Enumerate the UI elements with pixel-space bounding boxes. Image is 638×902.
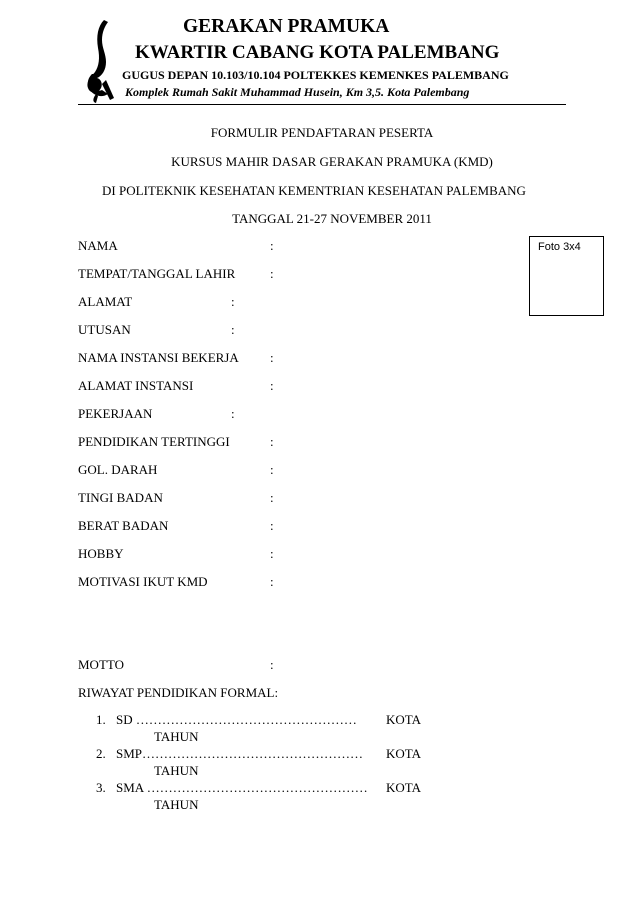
field-label-hobby: HOBBY: [78, 546, 124, 561]
education-item-city: KOTA: [386, 780, 422, 795]
field-colon: :: [270, 350, 274, 365]
field-label-gol-darah: GOL. DARAH: [78, 462, 158, 477]
education-item-city: KOTA: [386, 746, 422, 761]
education-heading: RIWAYAT PENDIDIKAN FORMAL:: [78, 685, 279, 700]
education-item-year: TAHUN: [154, 729, 199, 744]
field-label-motto: MOTTO: [78, 657, 124, 672]
field-label-alamat: ALAMAT: [78, 294, 133, 309]
pramuka-logo-icon: [80, 18, 120, 104]
education-item-level: SMA ……………………………………………: [116, 780, 368, 795]
institution-title: DI POLITEKNIK KESEHATAN KEMENTRIAN KESEHATAN PALEMBANG: [102, 183, 526, 198]
photo-box: [529, 236, 604, 316]
field-label-pendidikan-tertinggi: PENDIDIKAN TERTINGGI: [78, 434, 230, 449]
field-colon: :: [270, 238, 274, 253]
field-label-utusan: UTUSAN: [78, 322, 131, 337]
field-label-nama-instansi: NAMA INSTANSI BEKERJA: [78, 350, 239, 365]
education-item-level: SD ……………………………………………: [116, 712, 357, 727]
field-label-motivasi: MOTIVASI IKUT KMD: [78, 574, 208, 589]
education-item-level: SMP……………………………………………: [116, 746, 364, 761]
letterhead-line-3: GUGUS DEPAN 10.103/10.104 POLTEKKES KEMENKES PALEMBANG: [122, 68, 509, 82]
education-item-year: TAHUN: [154, 763, 199, 778]
photo-label: Foto 3x4: [538, 241, 581, 253]
field-colon: :: [231, 406, 235, 421]
field-label-tinggi-badan: TINGI BADAN: [78, 490, 163, 505]
field-colon: :: [270, 574, 274, 589]
field-colon: :: [270, 266, 274, 281]
field-colon: :: [270, 462, 274, 477]
education-item-year: TAHUN: [154, 797, 199, 812]
field-colon: :: [270, 518, 274, 533]
field-colon: :: [270, 657, 274, 672]
field-colon: :: [231, 322, 235, 337]
field-label-nama: NAMA: [78, 238, 118, 253]
field-colon: :: [270, 378, 274, 393]
letterhead-line-2: KWARTIR CABANG KOTA PALEMBANG: [135, 42, 500, 63]
field-label-alamat-instansi: ALAMAT INSTANSI: [78, 378, 194, 393]
field-label-tempat-tanggal-lahir: TEMPAT/TANGGAL LAHIR: [78, 266, 236, 281]
education-item-number: 1.: [96, 712, 106, 727]
field-colon: :: [231, 294, 235, 309]
education-item-city: KOTA: [386, 712, 422, 727]
date-line: TANGGAL 21-27 NOVEMBER 2011: [232, 211, 432, 226]
field-colon: :: [270, 546, 274, 561]
letterhead-line-4: Komplek Rumah Sakit Muhammad Husein, Km 3,5. Kota Palembang: [125, 85, 470, 99]
letterhead-line-1: GERAKAN PRAMUKA: [183, 16, 390, 37]
course-title: KURSUS MAHIR DASAR GERAKAN PRAMUKA (KMD): [171, 154, 493, 169]
education-item-number: 3.: [96, 780, 106, 795]
form-title: FORMULIR PENDAFTARAN PESERTA: [210, 125, 434, 140]
field-label-pekerjaan: PEKERJAAN: [78, 406, 153, 421]
education-item-number: 2.: [96, 746, 106, 761]
field-colon: :: [270, 434, 274, 449]
field-colon: :: [270, 490, 274, 505]
letterhead-divider: [78, 104, 566, 105]
field-label-berat-badan: BERAT BADAN: [78, 518, 169, 533]
